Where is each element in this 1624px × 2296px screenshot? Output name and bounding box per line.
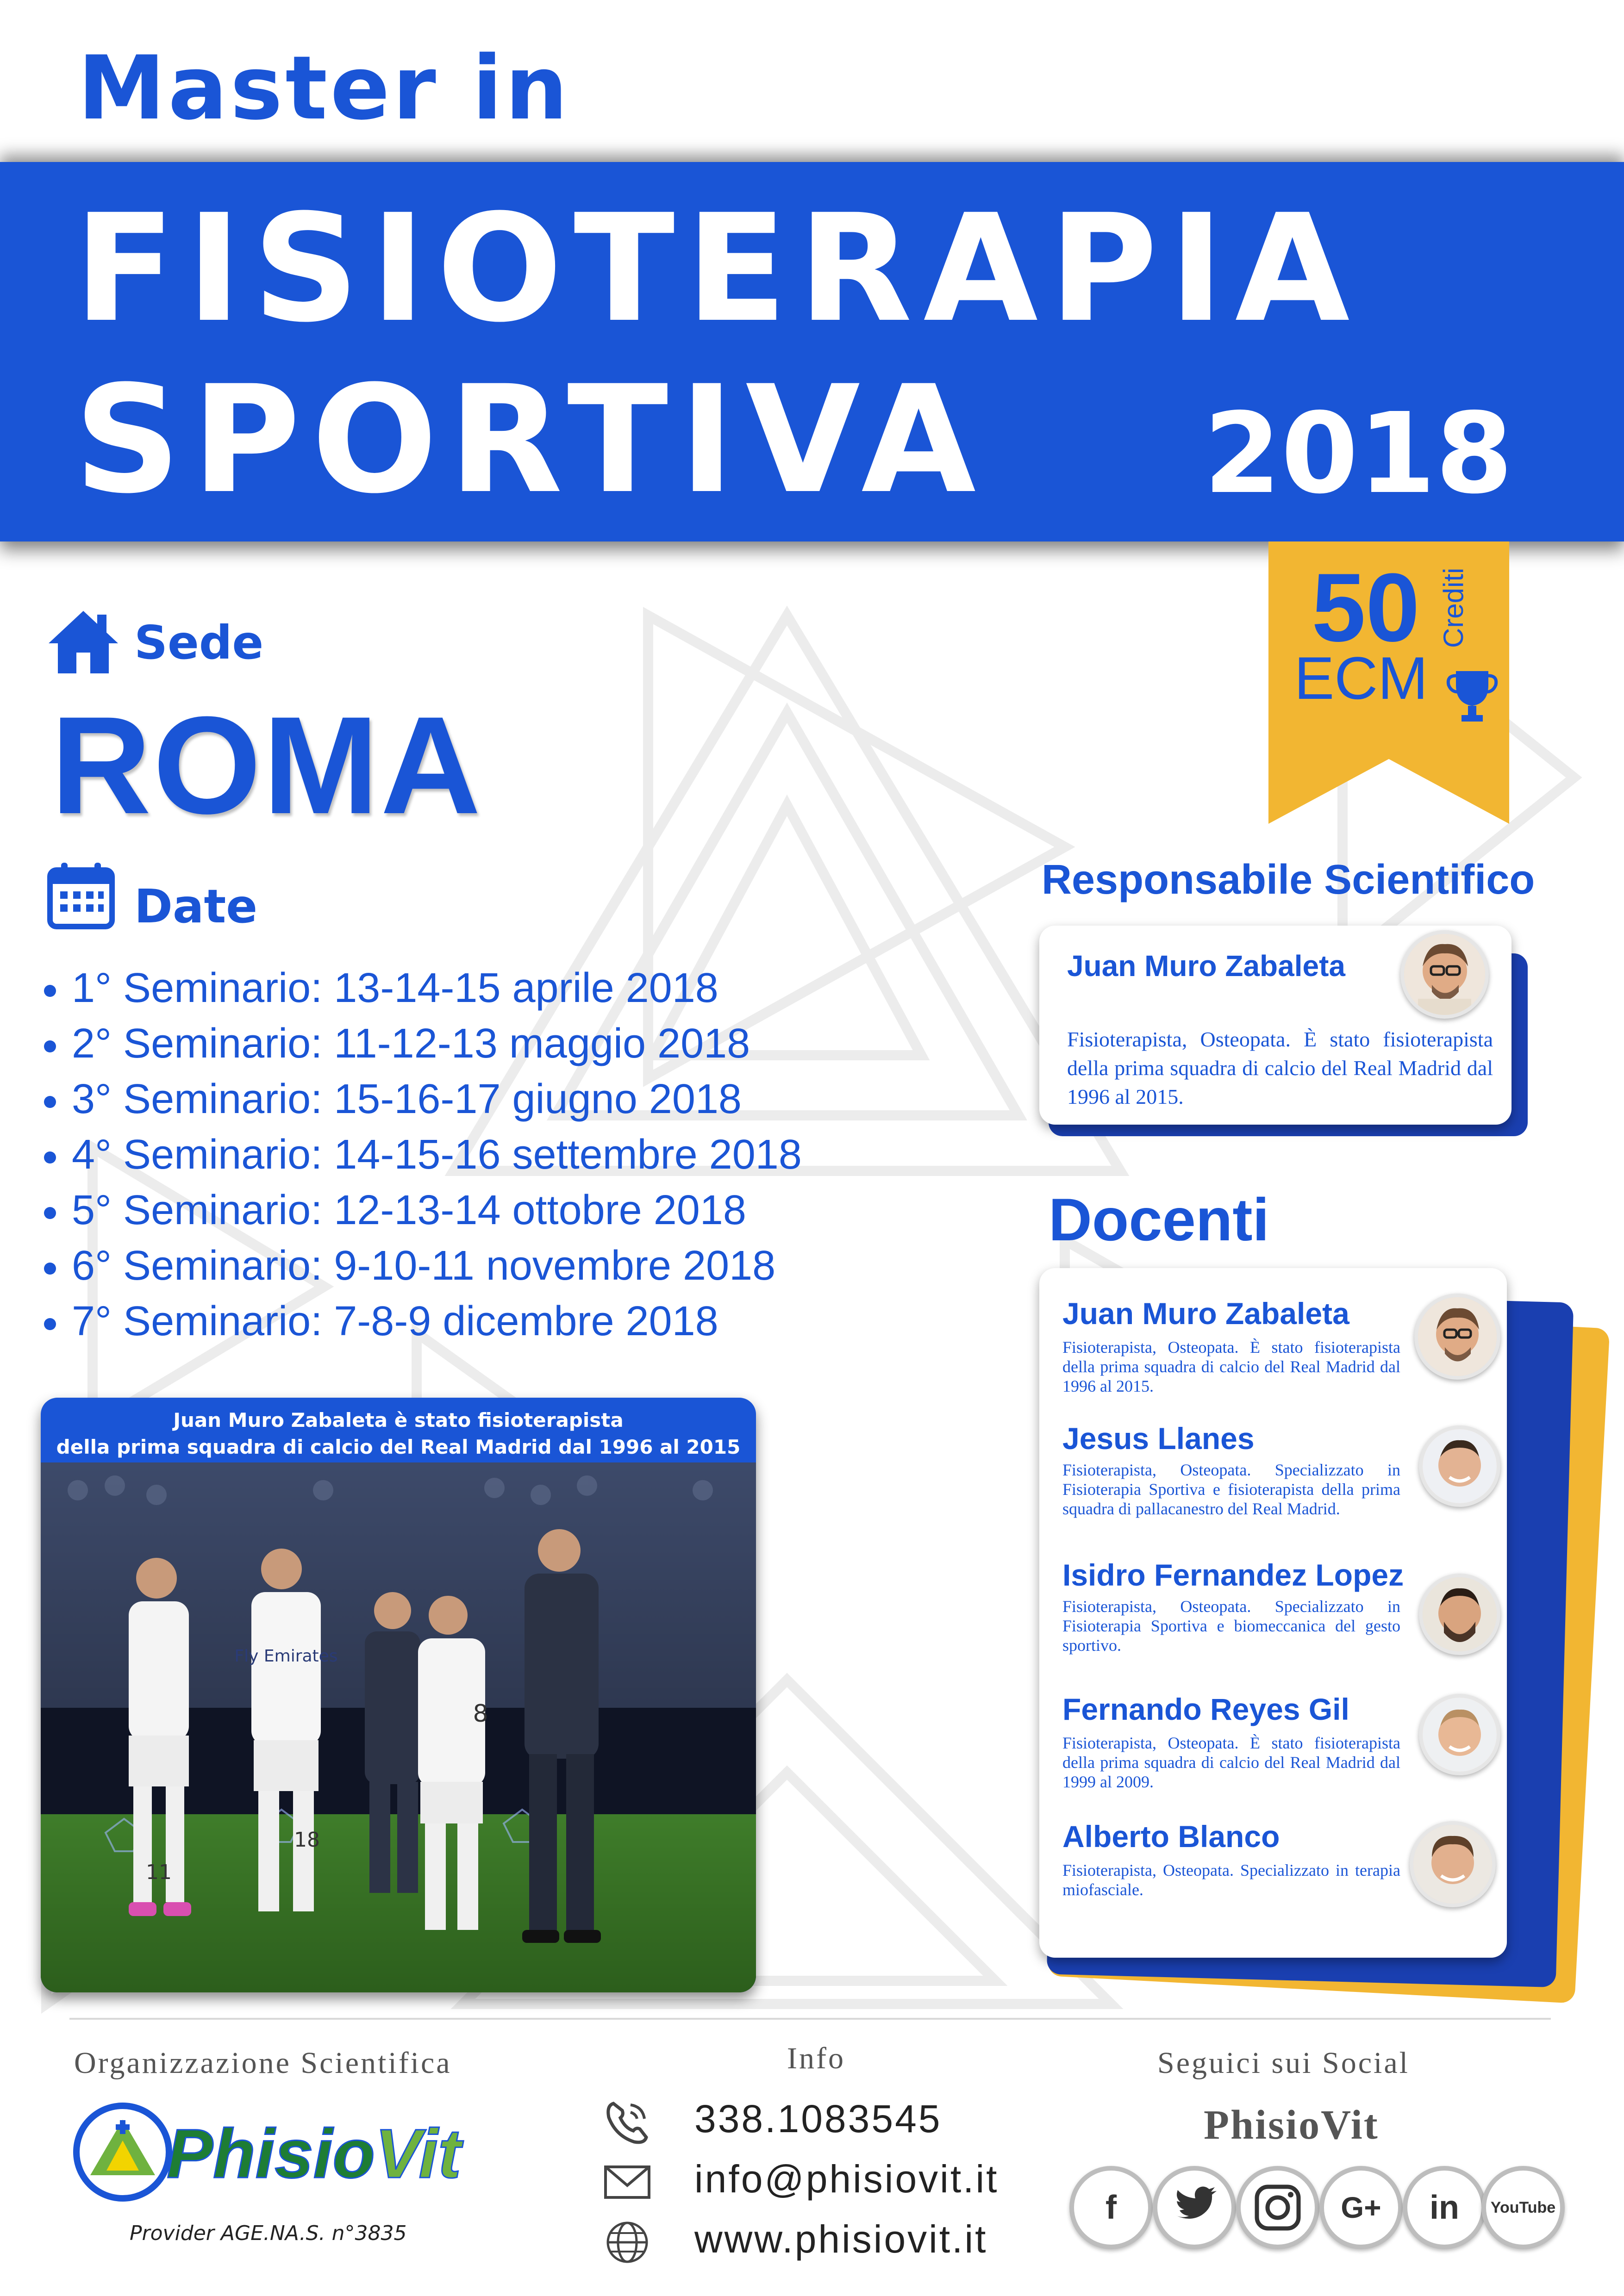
face-icon <box>1404 934 1485 1015</box>
face-icon <box>1418 1297 1497 1376</box>
docente-name: Juan Muro Zabaleta <box>1062 1296 1349 1331</box>
face-icon <box>1413 1825 1492 1904</box>
seminar-text: 5° Seminario: 12-13-14 ottobre 2018 <box>72 1187 746 1233</box>
seminar-text: 1° Seminario: 13-14-15 aprile 2018 <box>72 965 718 1011</box>
bullet <box>44 1151 56 1164</box>
responsabile-name: Juan Muro Zabaleta <box>1067 949 1345 983</box>
shirt-text: Fly Emirates <box>234 1647 338 1666</box>
seminar-item <box>44 1127 802 1182</box>
seminar-text: 4° Seminario: 14-15-16 settembre 2018 <box>72 1132 802 1178</box>
player-number: 8 <box>473 1700 488 1728</box>
responsabile-description: Fisioterapista, Osteopata. È stato fisioterapista della prima squadra di calcio del Real Madrid dal 1996 al 2015. <box>1067 1027 1493 1108</box>
player-number: 11 <box>146 1860 172 1884</box>
docente-name: Alberto Blanco <box>1062 1819 1280 1854</box>
org-label: Organizzazione Scientifica <box>74 2046 452 2080</box>
social-label: Seguici sui Social <box>1157 2046 1410 2080</box>
info-label: Info <box>787 2041 845 2075</box>
docente-avatar <box>1410 1821 1496 1907</box>
docente-name: Fernando Reyes Gil <box>1062 1692 1349 1726</box>
docente-description: Fisioterapista, Osteopata. È stato fisioterapista della prima squadra di calcio del Real Madrid dal 1996 al 2015. <box>1062 1338 1400 1395</box>
seminar-list <box>44 960 802 1349</box>
responsabile-title: Responsabile Scientifico <box>1042 857 1535 903</box>
master-in-heading: Master in <box>78 37 571 139</box>
logo-text-vit: Vit <box>375 2115 462 2192</box>
responsabile-card <box>1039 926 1512 1125</box>
seminar-text: 3° Seminario: 15-16-17 giugno 2018 <box>72 1076 742 1122</box>
globe-icon <box>602 2217 653 2268</box>
provider-text: Provider AGE.NA.S. n°3835 <box>130 2221 407 2245</box>
docenti-title: Docenti <box>1049 1186 1269 1253</box>
title-line-1: FISIOTERAPIA <box>74 183 1361 355</box>
title-line-2: SPORTIVA <box>74 354 987 526</box>
face-icon <box>1423 1577 1497 1651</box>
photo-caption-line-2: della prima squadra di calcio del Real Madrid dal 1996 al 2015 <box>56 1436 741 1458</box>
docente-description: Fisioterapista, Osteopata. Specializzato in Fisioterapia Sportiva e fisioterapista della prima squadra di pallacanestro del Real Madrid. <box>1062 1461 1400 1518</box>
bullet <box>44 985 56 997</box>
responsabile-avatar <box>1400 930 1489 1019</box>
google-plus-icon[interactable]: G+ <box>1319 2166 1403 2249</box>
instagram-icon[interactable] <box>1236 2166 1319 2249</box>
ecm-crediti: Crediti <box>1438 567 1469 648</box>
seminar-item <box>44 1016 802 1071</box>
bird-glyph <box>1157 2171 1231 2245</box>
sede-city: ROMA <box>51 687 483 843</box>
logo-text-phisio: Phisio <box>167 2115 375 2192</box>
seminar-text: 6° Seminario: 9-10-11 novembre 2018 <box>72 1243 776 1289</box>
docente-description: Fisioterapista, Osteopata. Specializzato in Fisioterapia Sportiva e biomeccanica del gesto sportivo. <box>1062 1597 1400 1655</box>
email-link[interactable]: info@phisiovit.it <box>694 2157 999 2201</box>
docente-avatar <box>1419 1425 1500 1507</box>
calendar-icon <box>46 861 116 930</box>
seminar-text: 2° Seminario: 11-12-13 maggio 2018 <box>72 1020 750 1067</box>
home-icon <box>46 606 120 676</box>
bullet <box>44 1263 56 1275</box>
docente-name: Jesus Llanes <box>1062 1421 1255 1456</box>
linkedin-icon[interactable]: in <box>1403 2166 1486 2249</box>
docente-name: Isidro Fernandez Lopez <box>1062 1558 1404 1592</box>
bullet <box>44 1207 56 1219</box>
face-icon <box>1423 1698 1497 1772</box>
phone-number[interactable]: 338.1083545 <box>694 2097 942 2140</box>
docenti-card <box>1039 1268 1507 1958</box>
title-year: 2018 <box>1204 389 1513 518</box>
face-icon <box>1423 1429 1497 1503</box>
date-label: Date <box>134 879 258 933</box>
ecm-badge <box>1268 541 1509 824</box>
match-photo <box>41 1462 756 1992</box>
footer-divider <box>69 2018 1551 2020</box>
bullet <box>44 1096 56 1108</box>
bullet <box>44 1318 56 1330</box>
ecm-unit: ECM <box>1294 644 1428 712</box>
seminar-item <box>44 1294 802 1349</box>
phone-icon <box>602 2097 653 2147</box>
facebook-icon[interactable]: f <box>1069 2166 1153 2249</box>
camera-glyph <box>1241 2171 1315 2245</box>
seminar-item <box>44 960 802 1016</box>
photo-caption-line-1: Juan Muro Zabaleta è stato fisioterapista <box>173 1409 624 1431</box>
bullet <box>44 1040 56 1052</box>
photo-card <box>41 1398 756 1992</box>
phisiovit-logo <box>69 2097 477 2208</box>
website-link[interactable]: www.phisiovit.it <box>694 2217 988 2261</box>
docente-avatar <box>1419 1694 1500 1775</box>
player-1 <box>129 1558 191 1916</box>
ecm-number: 50 <box>1312 553 1420 662</box>
docente-avatar <box>1419 1574 1500 1655</box>
seminar-item <box>44 1238 802 1294</box>
photo-caption <box>41 1407 756 1461</box>
youtube-icon[interactable] <box>1481 2166 1565 2249</box>
seminar-text: 7° Seminario: 7-8-9 dicembre 2018 <box>72 1298 718 1344</box>
social-brand: PhisioVit <box>1204 2102 1379 2148</box>
sede-label: Sede <box>134 616 264 670</box>
player-number: 18 <box>294 1828 320 1852</box>
seminar-item <box>44 1071 802 1127</box>
docente-avatar <box>1414 1294 1500 1380</box>
docente-description: Fisioterapista, Osteopata. Specializzato in terapia miofasciale. <box>1062 1861 1400 1899</box>
mail-icon <box>602 2157 653 2208</box>
youtube-label: YouTube <box>1490 2199 1556 2216</box>
docente-description: Fisioterapista, Osteopata. È stato fisioterapista della prima squadra di calcio del Real Madrid dal 1999 al 2009. <box>1062 1734 1400 1791</box>
twitter-icon[interactable] <box>1153 2166 1236 2249</box>
seminar-item <box>44 1182 802 1238</box>
